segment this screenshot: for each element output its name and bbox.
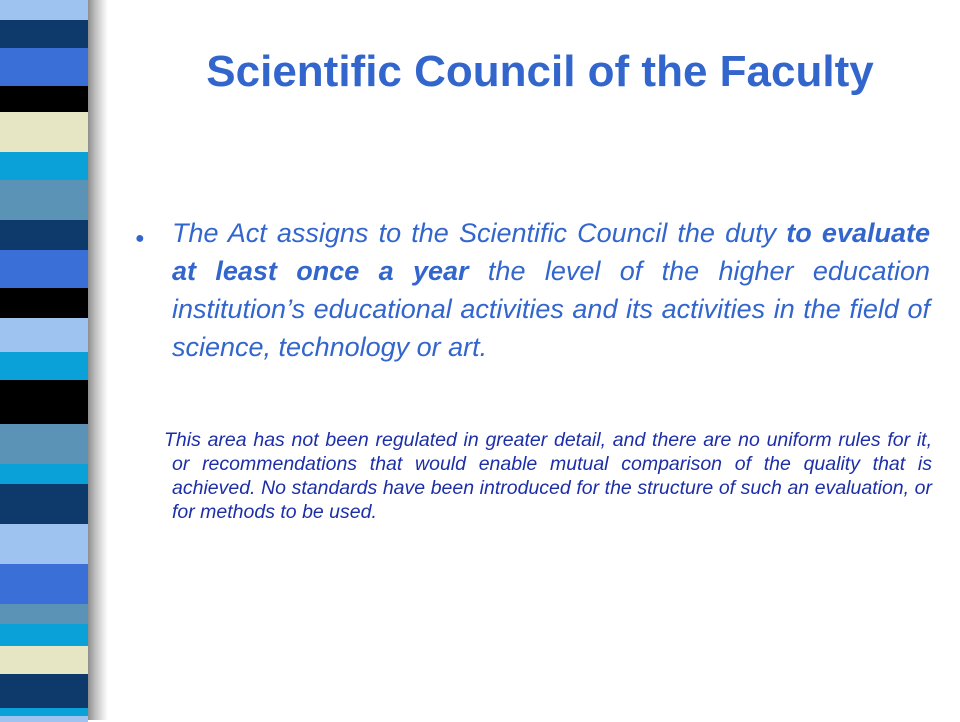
stripe-segment bbox=[0, 180, 88, 220]
stripe-segment bbox=[0, 352, 88, 380]
stripe-segment bbox=[0, 250, 88, 288]
stripe-segment bbox=[0, 524, 88, 564]
bullet-text-before: The Act assigns to the Scientific Council the duty bbox=[172, 218, 787, 248]
stripe-segment bbox=[0, 484, 88, 524]
stripe-segment bbox=[0, 20, 88, 48]
stripe-segment bbox=[0, 152, 88, 180]
stripe-segment bbox=[0, 708, 88, 716]
stripe-segment bbox=[0, 464, 88, 484]
bullet-text-bold: to evaluate at least once a year bbox=[172, 218, 930, 286]
stripe-shadow bbox=[88, 0, 108, 720]
stripe-segment bbox=[0, 318, 88, 352]
stripe-segment bbox=[0, 624, 88, 646]
stripe-segment bbox=[0, 380, 88, 424]
stripe-segment bbox=[0, 86, 88, 112]
stripe-segment bbox=[0, 564, 88, 604]
stripe-segment bbox=[0, 646, 88, 674]
stripe-segment bbox=[0, 48, 88, 86]
stripe-segment bbox=[0, 604, 88, 624]
bullet-dot-icon: ● bbox=[135, 230, 145, 247]
stripe-segment bbox=[0, 220, 88, 250]
stripe-segment bbox=[0, 288, 88, 318]
bullet-paragraph bbox=[172, 214, 930, 366]
stripe-segment bbox=[0, 674, 88, 708]
stripe-segment bbox=[0, 424, 88, 464]
stripe-segment bbox=[0, 716, 88, 722]
slide-title: Scientific Council of the Faculty bbox=[206, 47, 874, 96]
stripe-segment bbox=[0, 112, 88, 152]
bullet-text-after: the level of the higher education institution’s educational activities and its activities in the field of science, technology or art. bbox=[172, 256, 930, 362]
stripe-segment bbox=[0, 0, 88, 20]
note-paragraph: This area has not been regulated in greater detail, and there are no uniform rules for it, or recommendations that would enable mutual comparison of the quality that is achieved. No standards have been introduced for the structure of such an evaluation, or for methods to be used. bbox=[164, 429, 932, 523]
